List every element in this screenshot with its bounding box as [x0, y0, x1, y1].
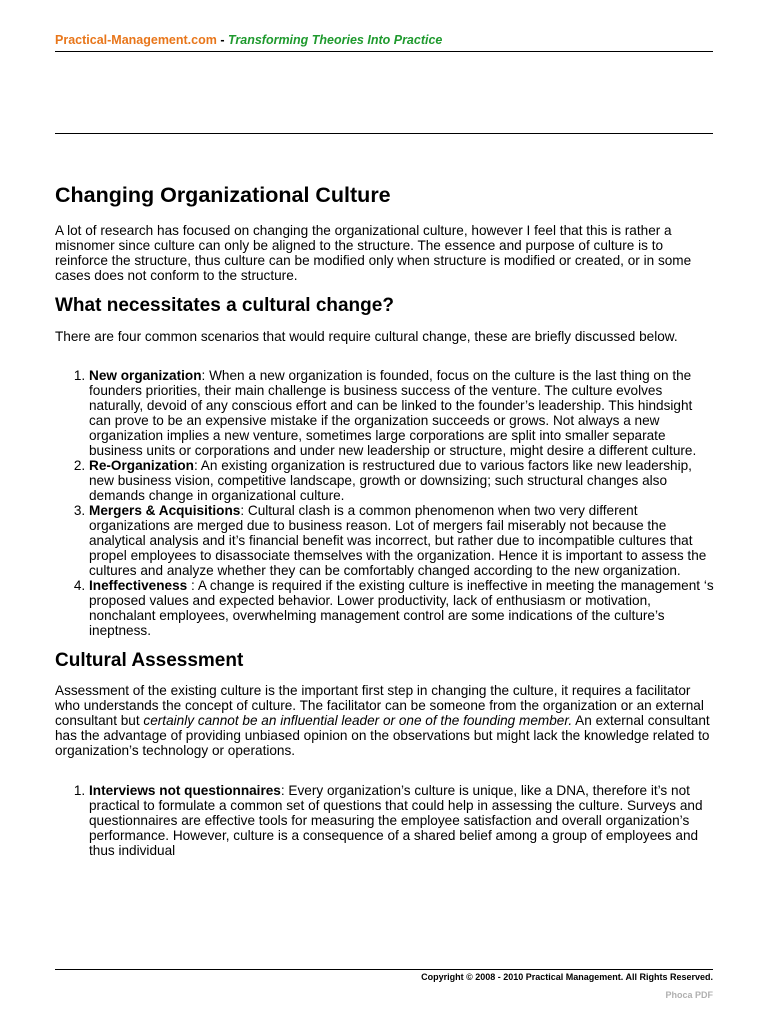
assessment-text-emphasis: certainly cannot be an influential leader or one of the founding member. — [143, 713, 573, 729]
list-item-text: : An existing organization is restructured due to various factors like new leadership, new business vision, competitive landscape, growth or downsizing; such structural changes also demands change in organizational culture. — [89, 457, 692, 503]
site-header — [55, 33, 713, 47]
section-intro-cultural-assessment — [55, 683, 715, 758]
article-body — [55, 183, 715, 858]
list-item — [89, 368, 715, 458]
section-heading-cultural-assessment: Cultural Assessment — [55, 649, 244, 671]
header-separator: - — [216, 33, 228, 47]
section-intro-cultural-change: There are four common scenarios that would require cultural change, these are briefly discussed below. — [55, 328, 678, 344]
footer-copyright: Copyright © 2008 - 2010 Practical Management. All Rights Reserved. — [421, 972, 713, 982]
list-item-term: Interviews not questionnaires — [89, 783, 281, 799]
list-item-term: Mergers & Acquisitions — [89, 502, 241, 518]
list-item — [89, 458, 715, 503]
list-item — [89, 503, 715, 578]
list-item-text: : Every organization’s culture is unique, like a DNA, therefore it’s not practical to formulate a common set of questions that could help in assessing the culture. Surveys and questionnaires are effective tools for measuring the employee satisfaction and overall organization’s performance. However, culture is a consequence of a shared belief among a group of employees and thus individual — [89, 783, 703, 859]
list-item-text: : When a new organization is founded, focus on the culture is the last thing on the founders priorities, their main challenge is business success of the venture. The culture evolves naturally, devoid of any conscious effort and can be linked to the founder’s leadership. This hindsight can prove to be an expensive mistake if the organization succeeds or grows. Not always a new organization implies a new venture, sometimes large corporations are split into smaller separate business units or corporations and under new leadership or structure, might desire a different culture. — [89, 367, 697, 458]
site-tagline: Transforming Theories Into Practice — [227, 33, 443, 47]
article-intro: A lot of research has focused on changing the organizational culture, however I feel that this is rather a misnomer since culture can only be aligned to the structure. The essence and purpose of culture is to reinforce the structure, thus culture can be modified only when structure is modified or created, or in some cases does not conform to the structure. — [55, 222, 692, 283]
list-item-term: New organization — [89, 367, 202, 383]
article-title: Changing Organizational Culture — [55, 183, 391, 207]
footer-rule — [55, 969, 713, 970]
list-item-term: Ineffectiveness — [89, 577, 188, 593]
list-item-text: : Cultural clash is a common phenomenon when two very different organizations are merged due to business reason. Lot of mergers fail miserably not because the analytical analysis and it’s financial benefit was incorrect, but rather due to incompatible cultures that propel employees to disassociate themselves with the organization. Hence it is important to assess the cultures and analyze whether they can be comfortably changed according to the new organization. — [89, 502, 707, 578]
phoca-pdf-link[interactable]: Phoca PDF — [665, 990, 713, 1000]
scenario-list — [55, 368, 715, 638]
section-heading-cultural-change: What necessitates a cultural change? — [55, 294, 394, 316]
header-top-rule — [55, 51, 713, 52]
header-bottom-rule — [55, 133, 713, 134]
list-item — [89, 783, 715, 858]
assessment-list — [55, 783, 715, 858]
assessment-text-a: Assessment of the existing culture is the important first step in changing the culture, it requires a facilitator who understands the concept of culture. The facilitator can be someone from the organization or an external consultant but — [55, 683, 704, 729]
site-name-link[interactable]: Practical-Management.com — [55, 33, 217, 47]
assessment-text-b: An external consultant has the advantage of providing unbiased opinion on the observations but might lack the knowledge related to organization’s technology or operations. — [55, 713, 710, 759]
list-item — [89, 578, 715, 638]
list-item-term: Re-Organization — [89, 457, 194, 473]
list-item-text: : A change is required if the existing culture is ineffective in meeting the management ‘s proposed values and expected behavior. Lower productivity, lack of enthusiasm or motivation, nonchalant employees, overwhelming management control are some indications of the culture’s ineptness. — [89, 577, 714, 638]
